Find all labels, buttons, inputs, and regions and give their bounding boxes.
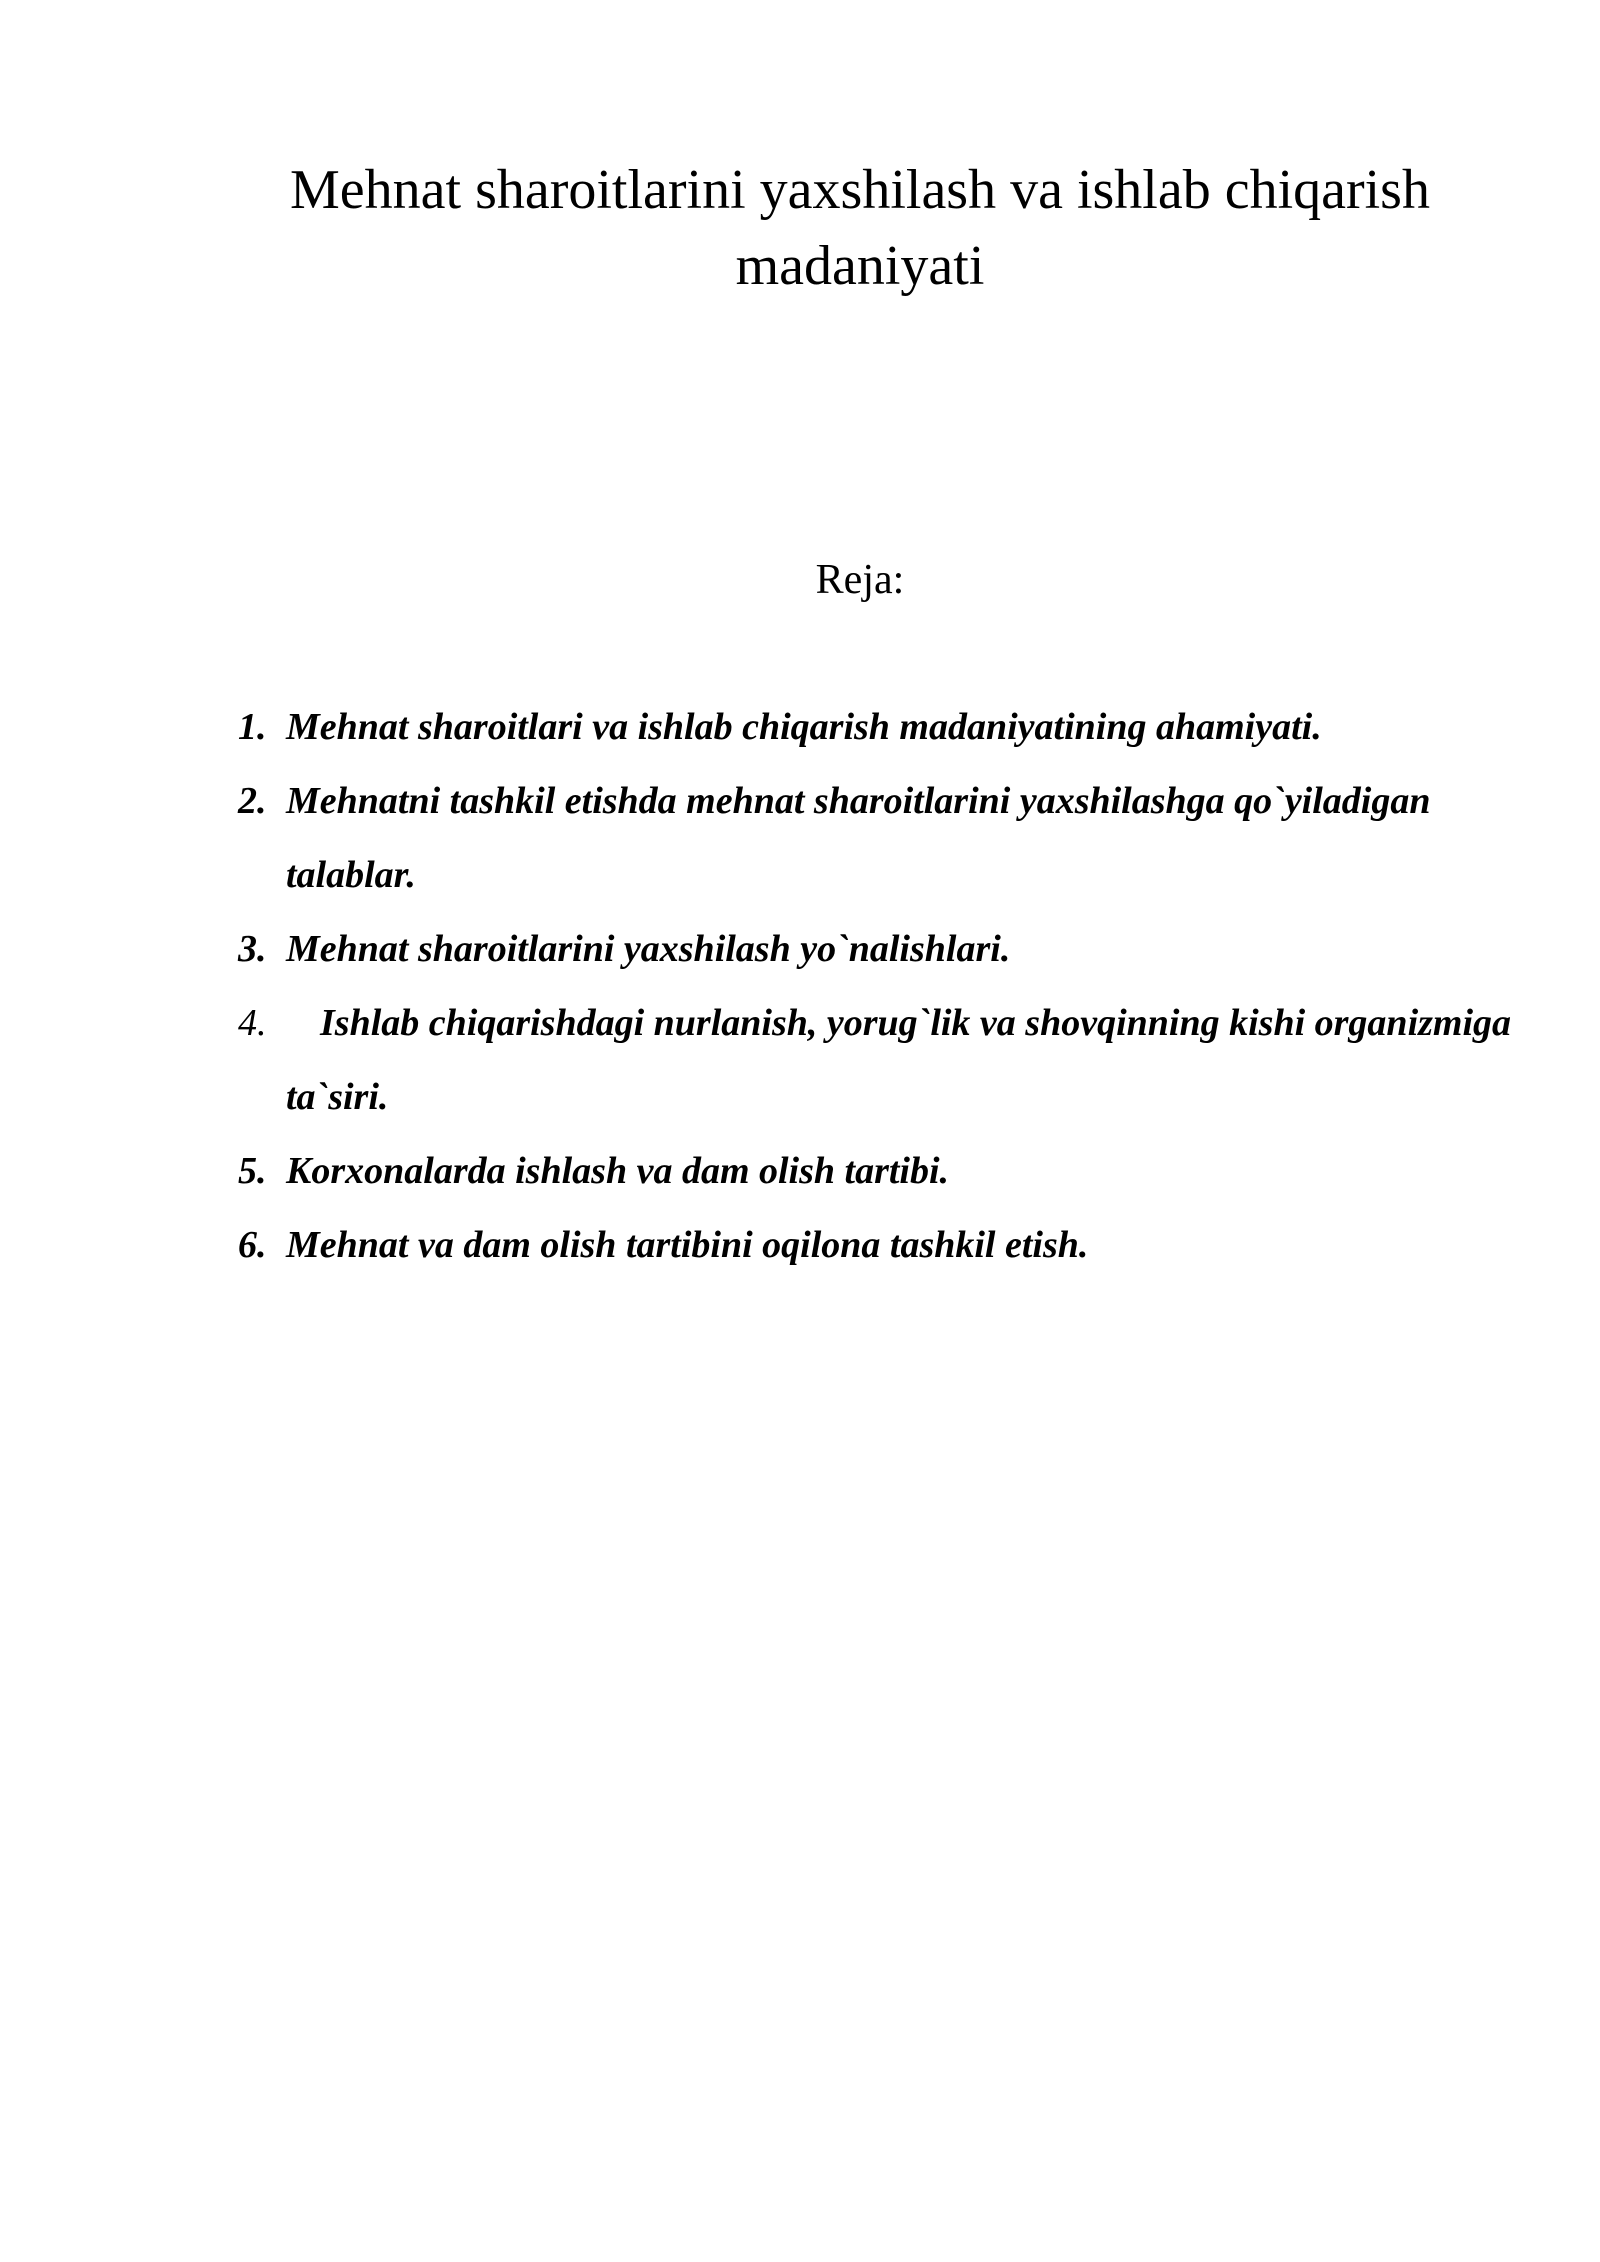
plan-item-3 [238, 912, 1538, 986]
plan-heading: Reja: [815, 557, 905, 603]
plan-item-number: 4. [238, 1002, 267, 1044]
plan-item-number: 2. [238, 780, 267, 822]
plan-item-text: Mehnat sharoitlari va ishlab chiqarish madaniyatining ahamiyati. [286, 706, 1322, 748]
plan-list [238, 690, 1538, 1282]
plan-item-text: Korxonalarda ishlash va dam olish tartibi. [286, 1150, 950, 1192]
document-title [200, 152, 1520, 304]
plan-item-text: Mehnat va dam olish tartibini oqilona tashkil etish. [286, 1224, 1089, 1266]
plan-item-text: Ishlab chiqarishdagi nurlanish, yorug`lik va shovqinning kishi organizmiga ta`siri. [286, 1002, 1512, 1118]
document-title-line-1: Mehnat sharoitlarini yaxshilash va ishlab chiqarish [290, 159, 1430, 221]
plan-item-2 [238, 764, 1538, 912]
plan-item-text: Mehnat sharoitlarini yaxshilash yo`nalishlari. [286, 928, 1011, 970]
plan-item-4 [238, 986, 1538, 1134]
plan-item-number: 1. [238, 706, 267, 748]
plan-item-6 [238, 1208, 1538, 1282]
plan-item-number: 5. [238, 1150, 267, 1192]
document-title-line-2: madaniyati [735, 235, 985, 297]
plan-item-1 [238, 690, 1538, 764]
plan-item-number: 6. [238, 1224, 267, 1266]
plan-item-text: Mehnatni tashkil etishda mehnat sharoitlarini yaxshilashga qo`yiladigan talablar. [286, 780, 1431, 896]
plan-item-number: 3. [238, 928, 267, 970]
plan-item-5 [238, 1134, 1538, 1208]
